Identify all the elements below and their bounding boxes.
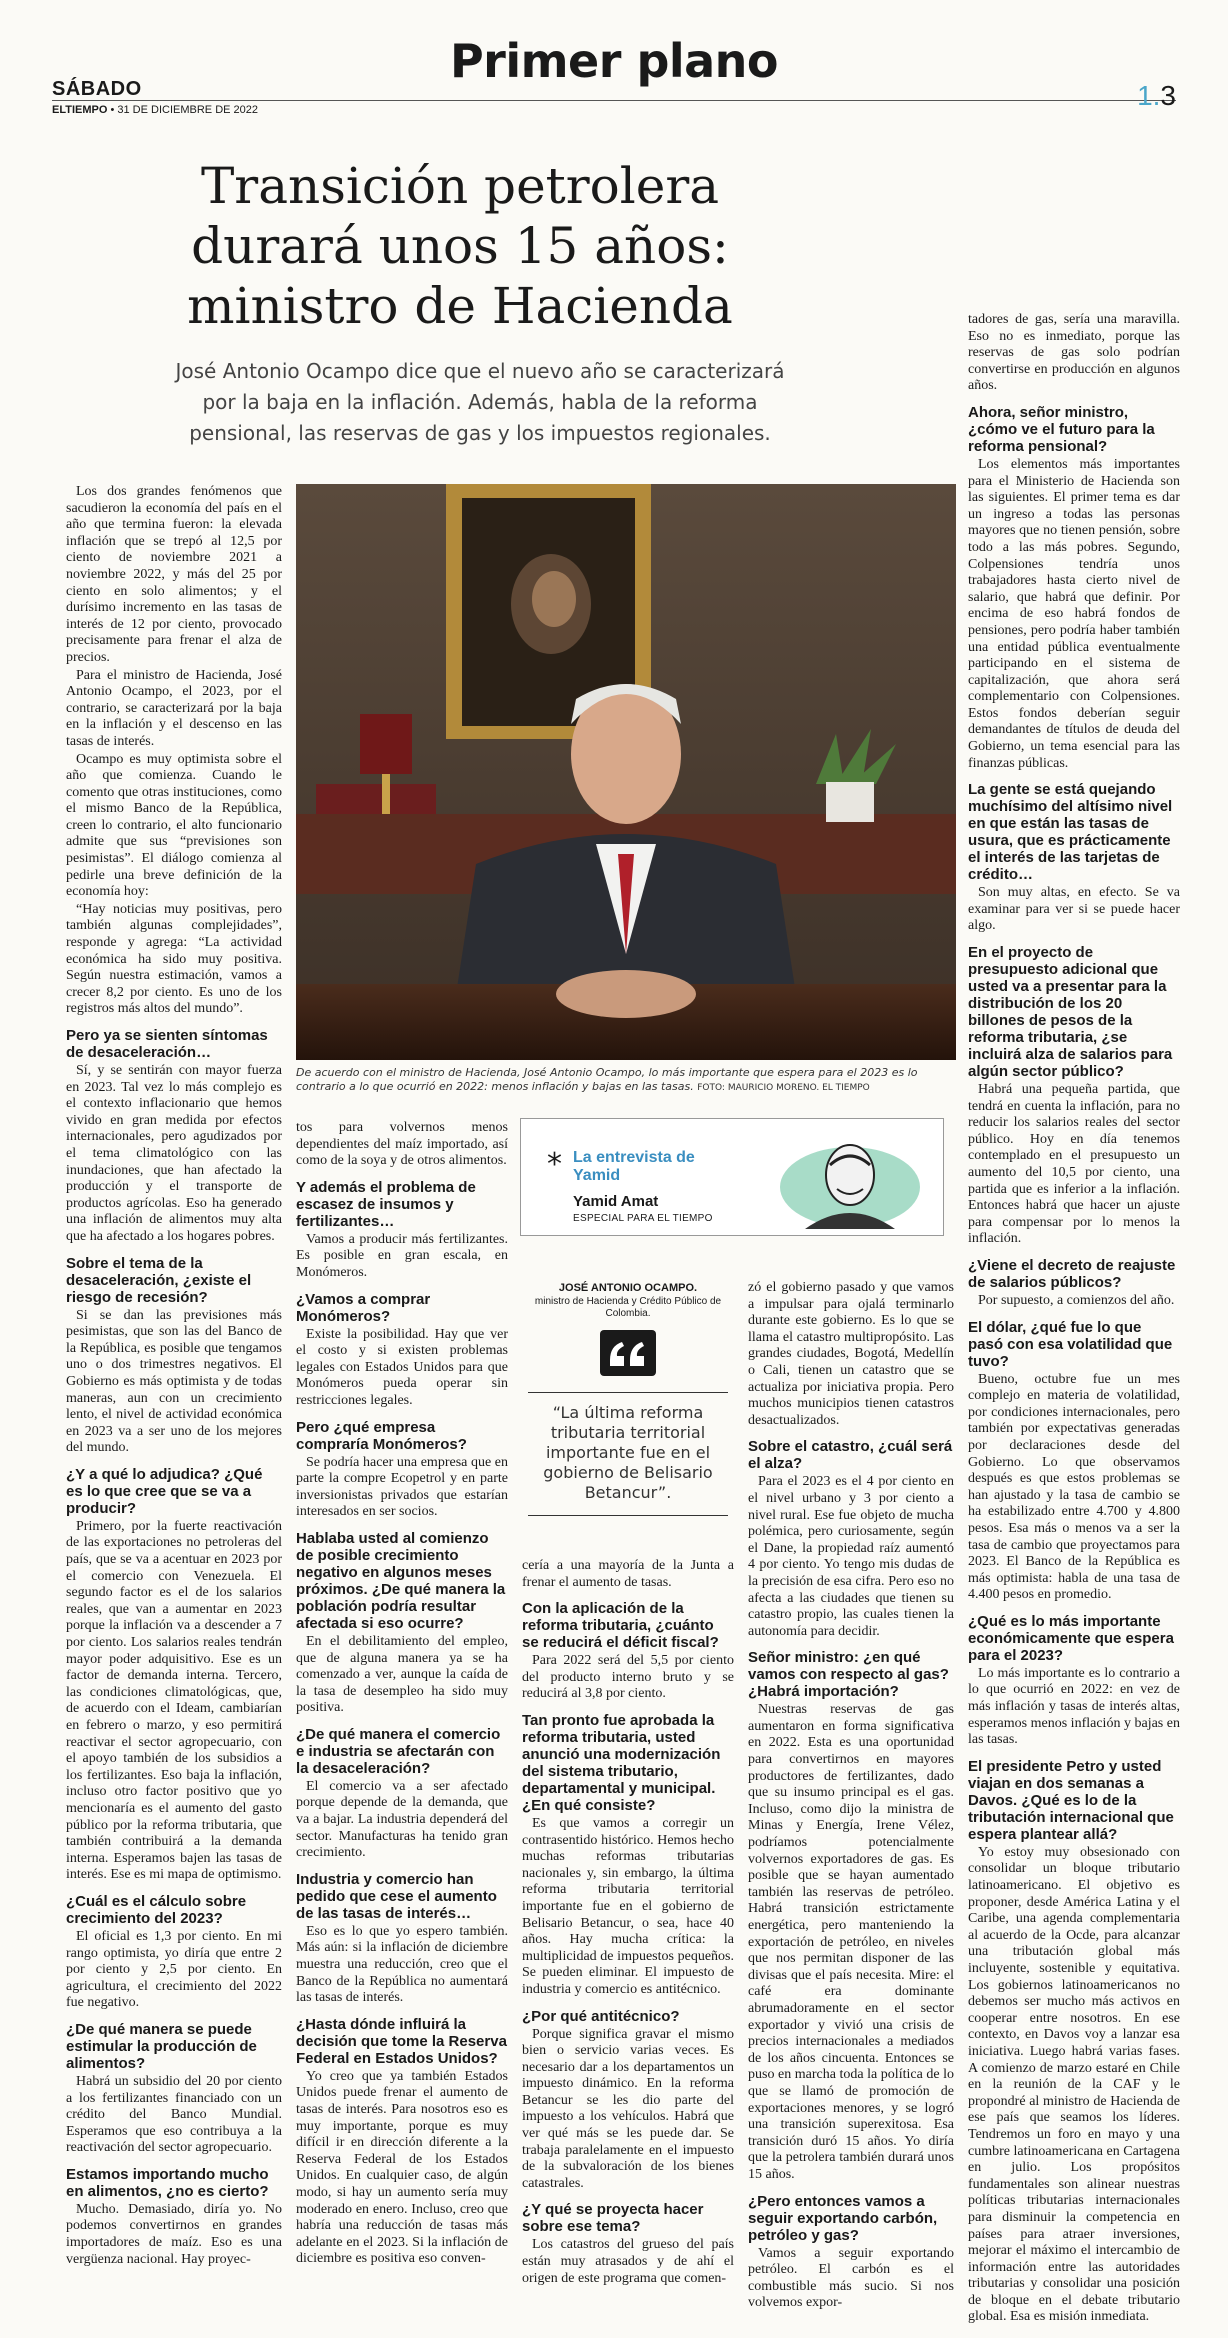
answer-paragraph: Habrá un subsidio del 20 por ciento a los fertilizantes financiado con un crédito del Banco Mundial. Esperamos que eso contribuya a la reactivación del sector agropecuario.	[66, 2073, 282, 2156]
column-1	[66, 484, 282, 2269]
answer-paragraph: Sí, y se sentirán con mayor fuerza en 2023. Tal vez lo más complejo es el contexto inflacionario que hemos vivido en gran medida por efectos internacionales, pero agudizados por el tema climatológico con las inundaciones, que han afectado la producción y el transporte de productos agrícolas. Eso ha generado una inflación de alimentos muy alta que ha afectado a los hogares pobres.	[66, 1063, 282, 1244]
page-number	[1137, 80, 1176, 112]
answer-paragraph: Son muy altas, en efecto. Se va examinar para ver si se puede hacer algo.	[968, 885, 1180, 934]
answer-paragraph: Vamos a producir más fertilizantes. Es posible en gran escala, en Monómeros.	[296, 1231, 508, 1280]
interviewer-name: Yamid Amat	[573, 1193, 659, 1210]
question-heading: Sobre el tema de la desaceleración, ¿existe el riesgo de recesión?	[66, 1254, 252, 1306]
question-heading: ¿Y qué se proyecta hacer sobre ese tema?	[522, 2201, 704, 2236]
answer-paragraph: cería a una mayoría de la Junta a frenar el aumento de tasas.	[522, 1558, 734, 1590]
answer-paragraph: Si se dan las previsiones más pesimistas, que son las del Banco de la República, es posible que tengamos uno o dos trimestres negativos. El Gobierno es más optimista y de todas maneras, aun con un crecimiento lento, el nivel de actividad económica en 2023 va a ser uno de los mejores del mundo.	[66, 1307, 282, 1456]
answer-paragraph: Nuestras reservas de gas aumentaron en forma significativa en 2022. Esta es una oportunidad para convertirnos en mayores productores de fertilizantes, dado que su insumo principal es el gas. Incluso, como dijo la ministra de Minas y Energía, Irene Vélez, podríamos potencialmente volvernos exportadores de gas. Es posible que se hayan aumentado también las reservas de petróleo. Habrá transición estrictamente energética, pero manteniendo la exportación de petróleo, en niveles que nos permitan disponer de las divisas que el país necesita. Mire: el café era dominante abrumadoramente en el sector exportador y vivió una crisis de precios internacionales a mediados de los años cincuenta. Entonces se puso en marcha toda la política de lo que se llamó de promoción de exportaciones menores, y se logró una transición superexitosa. Esa transición duró 15 años. Yo diría que la petrolera también durará unos 15 años.	[748, 1702, 954, 2182]
question-heading: Pero ya se sienten síntomas de desaceleración…	[66, 1027, 268, 1061]
header-rule	[52, 100, 1176, 101]
brand-name: ELTIEMPO	[52, 104, 108, 116]
quote-speaker-role: ministro de Hacienda y Crédito Público de Colombia.	[534, 1296, 722, 1319]
answer-paragraph: Yo creo que ya también Estados Unidos puede frenar el aumento de tasas de interés. Para nosotros eso es muy importante, porque es muy difícil ir en dirección diferente a la Reserva Federal de los Estados Unidos. En cualquier caso, de algún modo, si hay un aumento sería muy moderado en enero. Incluso, creo que habría una reducción de tasas más adelante en el 2023. Si la inflación de diciembre es positiva eso conven-	[296, 2068, 508, 2267]
main-photo	[296, 484, 956, 1060]
answer-paragraph: En el debilitamiento del empleo, que de alguna manera ya se ha comenzado a ver, aunque la caída de la tasa de desempleo ha sido muy positiva.	[296, 1633, 508, 1716]
answer-paragraph: Vamos a seguir exportando petróleo. El carbón es el combustible más sucio. Si nos volvemos expor-	[748, 2245, 954, 2311]
question-heading: Industria y comercio han pedido que cese el aumento de las tasas de interés…	[296, 1870, 497, 1922]
answer-paragraph: Los elementos más importantes para el Ministerio de Hacienda son las siguientes. El primer tema es dar un ingreso a todas las personas mayores que no tienen pensión, sobre todo a las más pobres. Segundo, Colpensiones tendría unos trabajadores hasta cierto nivel de salario, que habrá que definir. Por encima de eso habrá fondos de pensiones, pero podría haber también una entidad pública eventualmente participando en el sistema de capitalización, que ahora será complementario con Colpensiones. Estos fondos deberían seguir demandantes de títulos de deuda del Gobierno, un tema esencial para las finanzas públicas.	[968, 456, 1180, 771]
column-4	[748, 1280, 954, 2313]
dek: José Antonio Ocampo dice que el nuevo año se caracterizará por la baja en la inflación. Además, habla de la reforma pensional, las reservas de gas y los impuestos regionales.	[175, 359, 785, 445]
page-header	[52, 28, 1176, 118]
answer-paragraph: Se podría hacer una empresa que en parte la compre Ecopetrol y en parte inversionistas privados que estarían interesados en ser socios.	[296, 1454, 508, 1520]
interviewer-sketch	[775, 1127, 925, 1229]
answer-paragraph: El comercio va a ser afectado porque depende de la demanda, que va a bajar. La industria dependerá del sector. Manufacturas ha tenido gran crecimiento.	[296, 1778, 508, 1861]
answer-paragraph: Eso es lo que yo espero también. Más aún: si la inflación de diciembre muestra una reducción, creo que el Banco de la República no aumentará las tasas de interés.	[296, 1923, 508, 2006]
photo-caption	[296, 1066, 956, 1095]
quote-rule-bottom	[528, 1515, 728, 1516]
caption-text: De acuerdo con el ministro de Hacienda, José Antonio Ocampo, lo más importante que espera para el 2023 es lo contrario a lo que ocurrió en 2022: menos inflación y bajas en las tasas.	[296, 1066, 918, 1093]
answer-paragraph: Lo más importante es lo contrario a lo que ocurrió en 2022: en vez de más inflación y tasas de interés altas, esperamos menos inflación y bajas en las tasas.	[968, 1665, 1180, 1748]
answer-paragraph: El oficial es 1,3 por ciento. En mi rango optimista, yo diría que entre 2 por ciento y 2,5 por ciento. En agricultura, el crecimiento del 2022 fue negativo.	[66, 1928, 282, 2011]
answer-paragraph: zó el gobierno pasado y que vamos a impulsar para ojalá terminarlo durante este gobierno. Es lo que se llama el catastro multipropósito. Las grandes ciudades, Bogotá, Medellín o Cali, tienen un catastro que se actualiza por iniciativa propia. Pero muchos municipios tienen catastros desactualizados.	[748, 1280, 954, 1428]
star-icon: *	[547, 1147, 562, 1182]
answer-paragraph: “Hay noticias muy positivas, pero también algunas complejidades”, responde y agrega: “La actividad económica ha sido muy positiva. Según nuestra estimación, vamos a crecer 8,2 por ciento. Es uno de los registros más altos del mundo”.	[66, 901, 282, 1017]
answer-paragraph: Para el ministro de Hacienda, José Antonio Ocampo, el 2023, por el contrario, se caracterizará por la baja en la inflación y el descenso en las tasas de interés.	[66, 667, 282, 749]
answer-paragraph: Habrá una pequeña partida, que tendrá en cuenta la inflación, para no reducir los salarios reales del sector público. Hoy en día tenemos contemplado en el presupuesto un aumento del 10,5 por ciento, una partida que es inferior a la inflación. Entonces habrá que hacer un ajuste para compensar por lo menos la inflación.	[968, 1082, 1180, 1247]
question-heading: ¿De qué manera se puede estimular la producción de alimentos?	[66, 2020, 257, 2072]
answer-paragraph: tos para volvernos menos dependientes del maíz importado, así como de la soya y de otros alimentos.	[296, 1120, 508, 1169]
question-heading: ¿Pero entonces vamos a seguir exportando carbón, petróleo y gas?	[748, 2192, 938, 2244]
column-5	[968, 312, 1180, 2327]
question-heading: Señor ministro: ¿en qué vamos con respecto al gas? ¿Habrá importación?	[748, 1649, 949, 1701]
question-heading: La gente se está quejando muchísimo del altísimo nivel en que están las tasas de usura, que es prácticamente el interés de las tarjetas de crédito…	[968, 781, 1173, 884]
question-heading: Hablaba usted al comienzo de posible crecimiento negativo en algunos meses próximos. ¿De qué manera la población podría resultar afectada si eso ocurre?	[296, 1529, 506, 1632]
question-heading: Sobre el catastro, ¿cuál será el alza?	[748, 1438, 953, 1473]
question-heading: En el proyecto de presupuesto adicional que usted va a presentar para la distribución de los 20 billones de pesos de la reforma tributaria, ¿se incluirá alza de salarios para algún sector público?	[968, 944, 1173, 1081]
question-heading: ¿Viene el decreto de reajuste de salarios públicos?	[968, 1256, 1176, 1291]
question-heading: Ahora, señor ministro, ¿cómo ve el futuro para la reforma pensional?	[968, 403, 1155, 455]
question-heading: El presidente Petro y usted viajan en dos semanas a Davos. ¿Qué es lo de la tributación internacional que espera plantear allá?	[968, 1757, 1174, 1843]
question-heading: Pero ¿qué empresa compraría Monómeros?	[296, 1418, 467, 1453]
column-3	[522, 1558, 734, 2288]
quote-mark-icon	[600, 1330, 656, 1376]
answer-paragraph: Por supuesto, a comienzos del año.	[978, 1292, 1175, 1308]
question-heading: Tan pronto fue aprobada la reforma tributaria, usted anunció una modernización del sistema tributario, departamental y municipal. ¿En qué consiste?	[522, 1711, 721, 1814]
question-heading: ¿Cuál es el cálculo sobre crecimiento del 2023?	[66, 1892, 247, 1927]
page-number-lead: 1.	[1137, 80, 1161, 111]
question-heading: Y además el problema de escasez de insumos y fertilizantes…	[296, 1178, 476, 1230]
answer-paragraph: Porque significa gravar el mismo bien o servicio varias veces. Es necesario dar a los departamentos un impuesto dinámico. En la reforma Betancur se les dio parte del impuesto a los vehículos. Habrá que ver qué más se les puede dar. Se trabaja paralelamente en el impuesto de la subvaloración de los bienes catastrales.	[522, 2026, 734, 2191]
quote-speaker: JOSÉ ANTONIO OCAMPO.	[558, 1282, 698, 1294]
column-2	[296, 1120, 508, 2269]
answer-paragraph: Bueno, octubre fue un mes complejo en materia de volatilidad, por condiciones internacionales, pero también por expectativas generadas por declaraciones desde del Gobierno. Lo que observamos después es que estos problemas se han ajustado y la tasa de cambio se ha estabilizado entre 4.700 y 4.800 pesos. Esa más o menos va a ser la tasa de cambio que proyectamos para 2023. El Banco de la República es más optimista: habla de una tasa de 4.400 pesos en promedio.	[968, 1371, 1180, 1603]
answer-paragraph: Primero, por la fuerte reactivación de las exportaciones no petroleras del país, que se va a acentuar en 2023 por el comercio con Venezuela. El segundo factor es el de los salarios reales, que van a aumentar en 2023 porque la inflación va a descender a 7 por ciento. Los salarios reales tendrán mayor poder adquisitivo. Ese es un factor de demanda interna. Tercero, las condiciones climatológicas, que, de acuerdo con el Ideam, cambiarían en febrero o marzo, y eso permitirá reactivar el sector agropecuario, con el apoyo también de los subsidios a los fertilizantes. Eso baja la inflación, incluso otro factor positivo que yo mencionaría es el aumento del gasto público por la reforma tributaria, que también contribuirá a la demanda interna. Esperamos bajen las tasas de interés. Ese es mi mapa de optimismo.	[66, 1518, 282, 1883]
answer-paragraph: Los catastros del grueso del país están muy atrasados y de ahí el origen de este programa que comen-	[522, 2237, 734, 2286]
question-heading: ¿Por qué antitécnico?	[522, 2007, 680, 2025]
answer-paragraph: Existe la posibilidad. Hay que ver el costo y si existen problemas legales con Estados Unidos para que Monómeros pueda operar sin restricciones legales.	[296, 1326, 508, 1408]
question-heading: ¿De qué manera el comercio e industria se afectarán con la desaceleración?	[296, 1725, 501, 1777]
question-heading: ¿Vamos a comprar Monómeros?	[296, 1290, 431, 1325]
question-heading: ¿Y a qué lo adjudica? ¿Qué es lo que cree que se va a producir?	[66, 1465, 263, 1517]
headline: Transición petrolera durará unos 15 años: ministro de Hacienda	[187, 157, 733, 335]
question-heading: El dólar, ¿qué fue lo que pasó con esa volatilidad que tuvo?	[968, 1318, 1173, 1370]
answer-paragraph: Es que vamos a corregir un contrasentido histórico. Hemos hecho muchas reformas tributarias nacionales y, sin embargo, la última reforma tributaria territorial importante fue en el gobierno de Belisario Betancur, o sea, hace 40 años. Hay mucha crítica: la multiplicidad de impuestos pequeños. Se pueden eliminar. El impuesto de industria y comercio es antitécnico.	[522, 1815, 734, 1997]
issue-date: • 31 DE DICIEMBRE DE 2022	[107, 104, 258, 116]
page-number-value: 3	[1160, 80, 1176, 111]
section-title: Primer plano	[449, 34, 779, 88]
interview-title: La entrevista de Yamid	[573, 1149, 695, 1184]
answer-paragraph: Mucho. Demasiado, diría yo. No podemos convertirnos en grandes importadores de maíz. Eso es una vergüenza nacional. Hay proyec-	[66, 2201, 282, 2267]
day-label: SÁBADO	[52, 78, 142, 100]
pull-quote	[522, 1282, 734, 1516]
answer-paragraph: Los dos grandes fenómenos que sacudieron la economía del país en el año que termina fueron: la elevada inflación que se trepó al 12,5 por ciento de noviembre 2021 a noviembre 2022, y más del 25 por ciento en solo alimentos; y el durísimo incremento en las tasas de interés de 12 por ciento, provocado precisamente para frenar el alza de precios.	[66, 484, 282, 665]
question-heading: ¿Qué es lo más importante económicamente que espera para el 2023?	[968, 1612, 1174, 1664]
photo-credit: FOTO: MAURICIO MORENO. EL TIEMPO	[697, 1083, 870, 1093]
interview-box	[520, 1118, 944, 1236]
answer-paragraph: tadores de gas, sería una maravilla. Eso no es inmediato, porque las reservas de gas solo podrían convertirse en producción en algunos años.	[968, 312, 1180, 394]
answer-paragraph: Para 2022 será del 5,5 por ciento del producto interno bruto y se reducirá al 3,8 por ciento.	[522, 1653, 734, 1702]
question-heading: Estamos importando mucho en alimentos, ¿no es cierto?	[66, 2165, 269, 2200]
question-heading: Con la aplicación de la reforma tributaria, ¿cuánto se reducirá el déficit fiscal?	[522, 1600, 719, 1652]
brand-line	[52, 104, 258, 116]
quote-text: “La última reforma tributaria territorial importante fue en el gobierno de Belisario Betancur”.	[543, 1403, 713, 1502]
interviewer-role: ESPECIAL PARA EL TIEMPO	[573, 1213, 713, 1224]
question-heading: ¿Hasta dónde influirá la decisión que tome la Reserva Federal en Estados Unidos?	[296, 2015, 507, 2067]
answer-paragraph: Yo estoy muy obsesionado con consolidar un bloque tributario latinoamericano. El objetivo es proponer, desde América Latina y el Caribe, una agenda complementaria al acuerdo de la Ocde, para alcanzar una tributación global más incluyente, sostenible y equitativa. Los gobiernos latinoamericanos no debemos ser mucho más activos en cooperar entre nosotros. En ese contexto, en Davos voy a lanzar esa iniciativa. Luego habrá varias fases. A comienzo de marzo estaré en Chile en la reunión de la CAF y le propondré al ministro de Hacienda de ese país que seamos los líderes. Tendremos un foro en mayo y una cumbre latinoamericana en Cartagena en julio. Los propósitos fundamentales son alinear nuestras políticas tributarias internacionales para disminuir la competencia en países para atraer inversiones, mejorar el máximo el intercambio de información entre las autoridades tributarias y consolidar una posición de bloque en el debate tributario global. Esa es misión inmediata.	[968, 1844, 1180, 2325]
photo-illustration	[296, 484, 956, 1060]
answer-paragraph: Para el 2023 es el 4 por ciento en el nivel urbano y 3 por ciento a nivel rural. Ese fue objeto de mucha polémica, pero curiosamente, según el Dane, la propiedad raíz aumentó 4 por ciento. Yo tengo mis dudas de la precisión de esa cifra. Pero eso no afecta a las ciudades que tienen su catastro propio, las cuales tienen la autonomía para decidir.	[748, 1474, 954, 1639]
quote-rule-top	[528, 1392, 728, 1393]
answer-paragraph: Ocampo es muy optimista sobre el año que comienza. Cuando le comento que otras instituciones, como el mismo Banco de la República, creen lo contrario, el alto funcionario admite que sus “previsiones son pesimistas”. El diálogo comienza al pedirle una breve definición de la economía hoy:	[66, 751, 282, 900]
